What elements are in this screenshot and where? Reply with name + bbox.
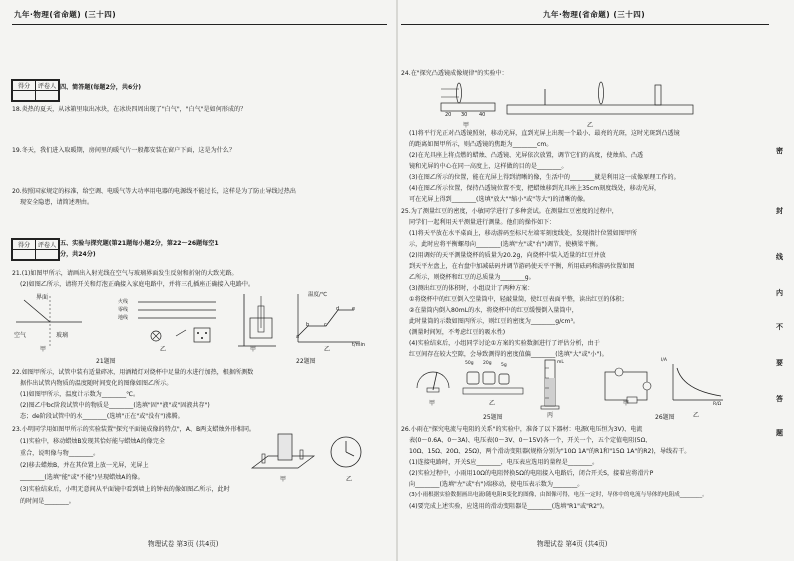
- section-5-title-line1: 五、实验与探究题(第21题每小题2分，第22～26题每空1: [60, 240, 219, 247]
- page-4: [397, 0, 794, 561]
- page-footer-4: 物理试卷 第4页 (共4页): [537, 540, 608, 548]
- live-wire-label: 火线: [118, 299, 129, 305]
- fig22-yi-label: 乙: [324, 346, 331, 353]
- question-25-line3: (1)将天平放在水平桌面上，移动游码至标尺左端零刻度线处，发现指针位置如图甲所: [409, 230, 638, 237]
- question-26-line8: (4)要完成上述实验，应选用的滑动变阻器是________(选填"R1"或"R2")。: [409, 503, 609, 510]
- question-22-line3: (1)如图甲所示，温度计示数为________℃。: [20, 391, 140, 398]
- question-20-line1: 20.按照国家规定的标准，给空调、电暖气等大功率用电器的电源线不能过长，这样是为了防止导线过热出: [12, 188, 296, 195]
- question-24-line3: 的距离如图甲所示，则凸透镜的焦距为________cm。: [409, 141, 553, 148]
- question-26-line1: 26.小雨在"探究电流与电阻的关系"的实验中，准备了以下器材：电源(电压恒为3V)、电流: [401, 426, 643, 433]
- fig24-yi-label: 乙: [587, 122, 594, 129]
- temp-axis-label: 温度/℃: [308, 292, 328, 298]
- question-23-line3: 重合，说明像与物________。: [20, 450, 100, 457]
- question-25-line5: (2)用调好的天平测量烧杯的质量为20.2g，向烧杯中装入适量的红豆并放: [409, 252, 606, 259]
- grader-label: 评卷人: [36, 81, 59, 91]
- ground-wire-label: 地线: [118, 315, 129, 321]
- question-26-line7: (3)小雨根据实验数据画出电流I随电阻R变化的图像，由图像可得，电压一定时，导体中的电流与导体的电阻成________。: [409, 492, 708, 498]
- question-22-line4: (2)图乙中bc阶段试管中的物质是________(选填"固""液"或"固液共存"): [20, 402, 210, 409]
- question-23-line7: 的时间是________。: [20, 498, 75, 505]
- household-circuit-figure: [118, 296, 218, 352]
- air-label: 空气: [14, 332, 27, 339]
- question-26-line6: 向________(选填"左"或"右")端移动，使电压表示数为________。: [409, 481, 584, 488]
- fig24-jia-label: 甲: [463, 122, 470, 129]
- question-22-line5: 态；de阶段试管中的水________(选填"正在"或"没有")沸腾。: [20, 413, 184, 420]
- question-19: 19.冬天，我们进入取暖期，房间里的暖气片一般都安装在窗户下面，这是为什么？: [12, 147, 235, 154]
- clock-figure: [328, 434, 364, 470]
- fig21-caption: 21题图: [96, 358, 116, 365]
- interface-label: 界面: [36, 294, 49, 301]
- score-label: 得分: [13, 240, 36, 250]
- header-rule: [12, 24, 387, 25]
- header-rule: [401, 24, 769, 25]
- refraction-figure: [14, 292, 84, 352]
- seal-char: 不: [776, 323, 783, 331]
- seal-char: 封: [776, 207, 783, 215]
- question-25-line12: (测量时间短，不考虑红豆的吸水性): [409, 329, 506, 336]
- seal-char: 线: [776, 253, 783, 261]
- point-a: a: [296, 334, 300, 340]
- fig25-caption: 25题图: [483, 414, 503, 421]
- question-25-line8: (3)测出红豆的体积时，小组设计了两种方案：: [409, 285, 534, 292]
- point-d: d: [336, 306, 340, 312]
- plane-mirror-figure: [248, 428, 318, 480]
- question-24-line2: (1)将平行光正对凸透镜照射，移动光屏，直到光屏上出现一个最小、最亮的光斑，这时光斑到凸透镜: [409, 130, 680, 137]
- question-24-line7: (4)在图乙所示位置，保持凸透镜位置不变，把蜡烛移到光具座上35cm刻度线处，移动光屏，: [409, 185, 661, 192]
- question-18: 18.炎热的夏天，从冰箱里取出冰块，在冰块四周出现了"白气"，"白气"是如何形成的？: [12, 106, 247, 113]
- question-25-line2: 同学们一起利用天平测量进行测量。他们的操作如下：: [409, 219, 556, 226]
- ml-label: mL: [557, 360, 564, 365]
- question-26-line5: (2)实验过程中，小雨用10Ω的电阻替换5Ω的电阻接入电路后，闭合开关S，接着应将滑片P: [409, 470, 654, 477]
- section-4-title: 四、简答题(每题2分，共6分): [60, 84, 142, 91]
- question-23-line2: (1)实验中，移动蜡烛B发现其恰好能与蜡烛A的像完全: [20, 438, 165, 445]
- fig26-caption: 26题图: [655, 414, 675, 421]
- fig26-jia-label: 甲: [623, 400, 630, 407]
- fig23-jia-label: 甲: [280, 476, 287, 483]
- question-25-line1: 25.为了测量红豆的密度，小敏同学进行了多种尝试。在测量红豆密度的过程中，: [401, 208, 618, 215]
- question-23-line6: (3)实验结束后，小明无意间从平面镜中看到墙上的钟表的像如图乙所示，此时: [20, 486, 230, 493]
- fig21-yi-label: 乙: [160, 346, 167, 353]
- question-25-line10: ②在量筒内倒入80mL的水，将烧杯中的红豆缓慢倒入量筒中，: [409, 307, 578, 314]
- fig26-yi-label: 乙: [693, 412, 700, 419]
- fig23-yi-label: 乙: [346, 476, 353, 483]
- ruler-mark-30: 30: [461, 112, 468, 118]
- ruler-mark-40: 40: [479, 112, 486, 118]
- seal-char: 密: [776, 147, 783, 155]
- question-26-line2: 表(0～0.6A、0～3A)、电压表(0～3V、0～15V)各一个，开关一个，五个定值电阻(5Ω、: [409, 437, 652, 444]
- page-header: 九年·物理(省命题) (三十四): [14, 10, 117, 19]
- fig25-yi-label: 乙: [489, 400, 496, 407]
- score-box-5: [11, 238, 60, 261]
- glass-label: 玻璃: [56, 332, 69, 339]
- heating-apparatus-figure: [236, 290, 280, 350]
- question-25-line7: 乙所示，则烧杯和红豆的总质量为________g。: [409, 274, 535, 281]
- neutral-wire-label: 零线: [118, 307, 129, 313]
- time-axis-label: t/min: [352, 342, 366, 348]
- question-23-line1: 23.小明同学用如图甲所示的实验装置"探究平面镜成像的特点"，A、B两支蜡烛外形相同。: [12, 426, 256, 433]
- fig22-caption: 22题图: [296, 358, 316, 365]
- question-22-line1: 22.如图甲所示，试管中装有适量碎冰，用酒精灯对烧杯中足量的水进行加热，根据所测数: [12, 369, 254, 376]
- question-21-line2: (2)如图乙所示，请将开关和灯泡正确接入家庭电路中，并将三孔插座正确接入电路中。: [20, 281, 255, 288]
- question-24-line1: 24.在"探究凸透镜成像规律"的实验中：: [401, 70, 508, 77]
- score-label: 得分: [13, 81, 36, 91]
- optical-bench-figure: [505, 79, 695, 121]
- resistance-axis-label: R/Ω: [713, 402, 722, 407]
- current-resistance-graph: [665, 362, 725, 406]
- temperature-time-graph: [292, 292, 362, 348]
- question-25-line6: 到天平左盘上，在右盘中加减砝码并调节游码使天平平衡，所用砝码和游码位置如图: [409, 263, 635, 270]
- graduated-cylinder-figure: [535, 358, 565, 410]
- fig25-bing-label: 丙: [547, 412, 554, 419]
- point-c: c: [324, 322, 327, 328]
- question-25-line13: (4)实验结束后，小组同学讨论①方案的实验数据进行了评估分析，由于: [409, 340, 600, 347]
- page-header: 九年·物理(省命题) (三十四): [543, 10, 646, 19]
- question-21-line1: 21.(1)如图甲所示，请画出入射光线在空气与玻璃界面发生反射和折射的大致光路。: [12, 270, 238, 277]
- seal-char: 内: [776, 289, 783, 297]
- score-box-4: [11, 79, 60, 102]
- weight-20g: 20g: [483, 361, 492, 366]
- question-23-line5: ________(选填"能"或"不能")呈现蜡烛A的像。: [20, 474, 144, 481]
- question-23-line4: (2)移去蜡烛B，并在其位置上放一光屏，光屏上: [20, 462, 149, 469]
- weight-50g: 50g: [465, 361, 474, 366]
- question-24-line5: 镜和光屏的中心在同一高度上，这样做的目的是________。: [409, 163, 568, 170]
- question-24-line8: 可在光屏上得到________(选填"放大""缩小"或"等大")的清晰的像。: [409, 196, 590, 203]
- weights-figure: [461, 362, 525, 398]
- question-25-line4: 示，此时应将平衡螺母向________(选填"左"或"右")调节，使横梁平衡。: [409, 241, 602, 248]
- seal-char: 要: [776, 359, 783, 367]
- balance-pointer-figure: [413, 364, 453, 394]
- ruler-mark-20: 20: [445, 112, 452, 118]
- current-axis-label: I/A: [661, 358, 667, 363]
- weight-5g: 5g: [501, 363, 507, 368]
- question-26-line4: (1)连接电路时，开关S应________，电压表应选用的量程是________。: [409, 459, 599, 466]
- point-e: e: [352, 306, 356, 312]
- question-24-line4: (2)在光具座上将点燃的蜡烛、凸透镜、光屏依次放置，调节它们的高度，使烛焰、凸透: [409, 152, 644, 159]
- seal-char: 题: [776, 429, 783, 437]
- question-20-line2: 现安全隐患，请简述理由。: [20, 199, 94, 206]
- question-26-line3: 10Ω、15Ω、20Ω、25Ω)，两个滑动变阻器(规格分别为"10Ω 1A"的R1和"15Ω 1A"的R2)，导线若干。: [409, 448, 691, 455]
- page-footer-3: 物理试卷 第3页 (共4页): [148, 540, 219, 548]
- question-25-line11: 此时量筒的示数如图丙所示，则红豆的密度为________g/cm³。: [409, 318, 579, 325]
- question-25-line14: 红豆间存在较大空隙，会导致测得的密度值偏________(选填"大"或"小")。: [409, 351, 608, 358]
- fig22-jia-label: 甲: [250, 346, 257, 353]
- fig25-jia-label: 甲: [429, 400, 436, 407]
- fig21-jia-label: 甲: [40, 346, 47, 353]
- section-5-title-line2: 分，共24分): [60, 251, 96, 258]
- question-25-line9: ①将烧杯中的红豆倒入空量筒中，轻敲量筒，使红豆表面平整，读出红豆的体积；: [409, 296, 628, 303]
- grader-label: 评卷人: [36, 240, 59, 250]
- seal-char: 答: [776, 395, 783, 403]
- question-24-line6: (3)在图乙所示的位置，能在光屏上得到清晰的像，生活中的________就是利用这一成像原理工作的。: [409, 174, 680, 181]
- question-22-line2: 据作出试管内物质的温度随时间变化的图像如图乙所示。: [20, 380, 173, 387]
- point-b: b: [306, 322, 310, 328]
